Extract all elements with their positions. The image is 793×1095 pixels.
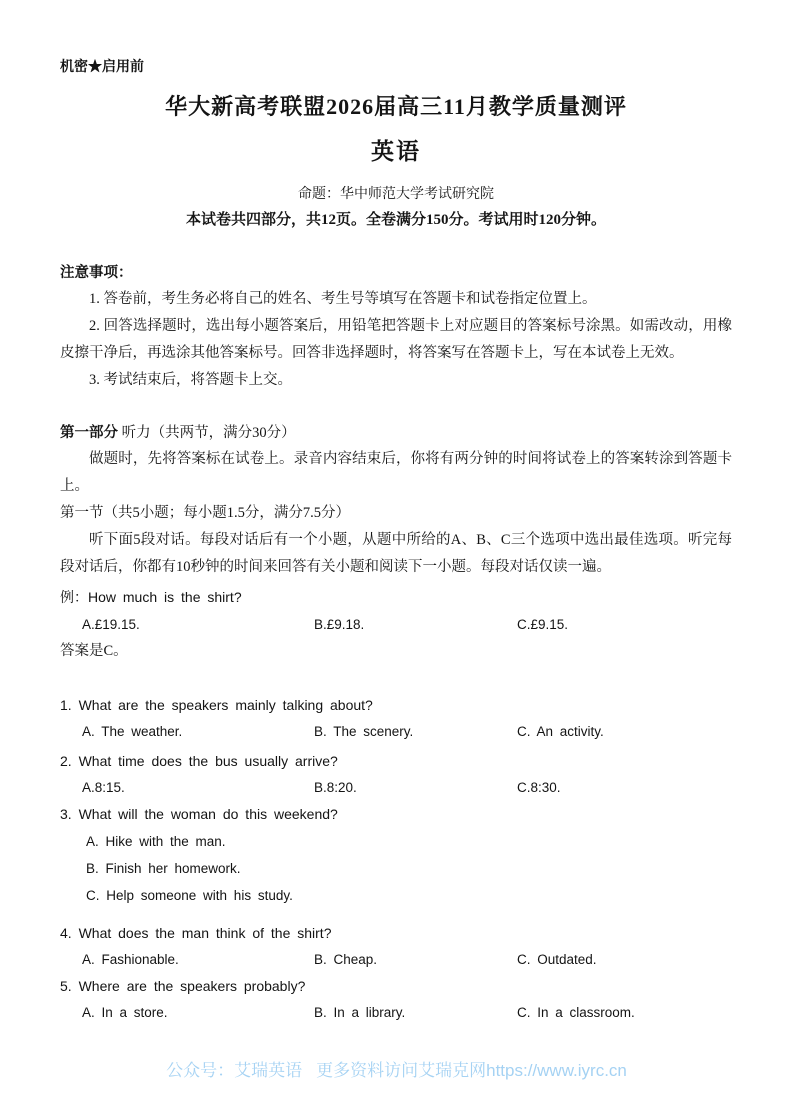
example-prompt-en: How much is the shirt? <box>88 589 242 605</box>
note-item-3: 3. 考试结束后，将答题卡上交。 <box>89 372 292 388</box>
question-3 <box>60 801 732 828</box>
question-2 <box>60 748 732 775</box>
example-option-b: B.£9.18. <box>314 617 365 632</box>
example-answer: 答案是C。 <box>60 643 128 659</box>
question-4-option-c: C. Outdated. <box>517 952 597 967</box>
subject-title: 英语 <box>371 139 421 164</box>
page-content <box>60 58 732 1026</box>
question-4-options <box>60 947 732 973</box>
footer-wechat-label: 公众号：艾瑞英语 <box>166 1061 303 1080</box>
question-4 <box>60 920 732 947</box>
question-1-option-c: C. An activity. <box>517 724 604 739</box>
example-options <box>60 612 732 638</box>
exam-title: 华大新高考联盟2026届高三11月教学质量测评 <box>165 94 627 119</box>
example-prompt-zh: 例： <box>60 591 88 606</box>
section1-heading: 第一节（共5小题；每小题1.5分，满分7.5分） <box>60 505 350 521</box>
question-5-option-b: B. In a library. <box>314 1005 406 1020</box>
part1-intro: 做题时，先将答案标在试卷上。录音内容结束后，你将有两分钟的时间将试卷上的答案转涂到答题卡上。 <box>60 451 732 494</box>
note-item-2: 2. 回答选择题时，选出每小题答案后，用铅笔把答题卡上对应题目的答案标号涂黑。如需改动，用橡皮擦干净后，再选涂其他答案标号。回答非选择题时，将答案写在答题卡上，写在本试卷上无效。 <box>60 318 732 361</box>
question-2-options <box>60 775 732 801</box>
part1-heading <box>60 420 732 446</box>
question-1-option-a: A. The weather. <box>82 724 183 739</box>
footer-site-text: 更多资料访问艾瑞克网https://www.iyrc.cn <box>316 1061 627 1080</box>
question-2-number: 2. <box>60 753 72 769</box>
question-4-option-a: A. Fashionable. <box>82 952 179 967</box>
part1-heading-rest: 听力（共两节，满分30分） <box>121 425 296 441</box>
exam-info-line: 本试卷共四部分，共12页。全卷满分150分。考试用时120分钟。 <box>185 212 606 228</box>
question-2-option-a: A.8:15. <box>82 780 125 795</box>
note-item-1: 1. 答卷前，考生务必将自己的姓名、考生号等填写在答题卡和试卷指定位置上。 <box>89 291 597 307</box>
part1-heading-bold: 第一部分 <box>60 425 118 441</box>
question-5-number: 5. <box>60 978 72 994</box>
question-3-number: 3. <box>60 806 72 822</box>
example-prompt <box>60 584 732 612</box>
question-3-option-b: B. Finish her homework. <box>86 861 241 876</box>
question-3-text: What will the woman do this weekend? <box>78 806 338 822</box>
footer-watermark <box>0 1058 793 1084</box>
section1-desc: 听下面5段对话。每段对话后有一个小题，从题中所给的A、B、C三个选项中选出最佳选项。听完每段对话后，你都有10秒钟的时间来回答有关小题和阅读下一小题。每段对话仅读一遍。 <box>60 532 732 575</box>
question-1-options <box>60 719 732 745</box>
question-4-option-b: B. Cheap. <box>314 952 378 967</box>
question-1-option-b: B. The scenery. <box>314 724 414 739</box>
question-1 <box>60 692 732 719</box>
question-1-text: What are the speakers mainly talking about? <box>78 697 373 713</box>
example-option-c: C.£9.15. <box>517 617 569 632</box>
question-1-number: 1. <box>60 697 72 713</box>
question-5-text: Where are the speakers probably? <box>78 978 306 994</box>
question-4-text: What does the man think of the shirt? <box>78 925 332 941</box>
question-2-text: What time does the bus usually arrive? <box>78 753 338 769</box>
classification-label: 机密★启用前 <box>60 60 144 75</box>
example-option-a: A.£19.15. <box>82 617 140 632</box>
question-3-option-c: C. Help someone with his study. <box>86 888 293 903</box>
question-3-option-a: A. Hike with the man. <box>86 834 226 849</box>
question-5 <box>60 973 732 1000</box>
question-2-option-b: B.8:20. <box>314 780 357 795</box>
notes-heading: 注意事项： <box>60 265 133 281</box>
question-5-options <box>60 1000 732 1026</box>
question-4-number: 4. <box>60 925 72 941</box>
question-2-option-c: C.8:30. <box>517 780 561 795</box>
question-5-option-a: A. In a store. <box>82 1005 168 1020</box>
question-5-option-c: C. In a classroom. <box>517 1005 635 1020</box>
proposer-line: 命题：华中师范大学考试研究院 <box>298 187 494 202</box>
